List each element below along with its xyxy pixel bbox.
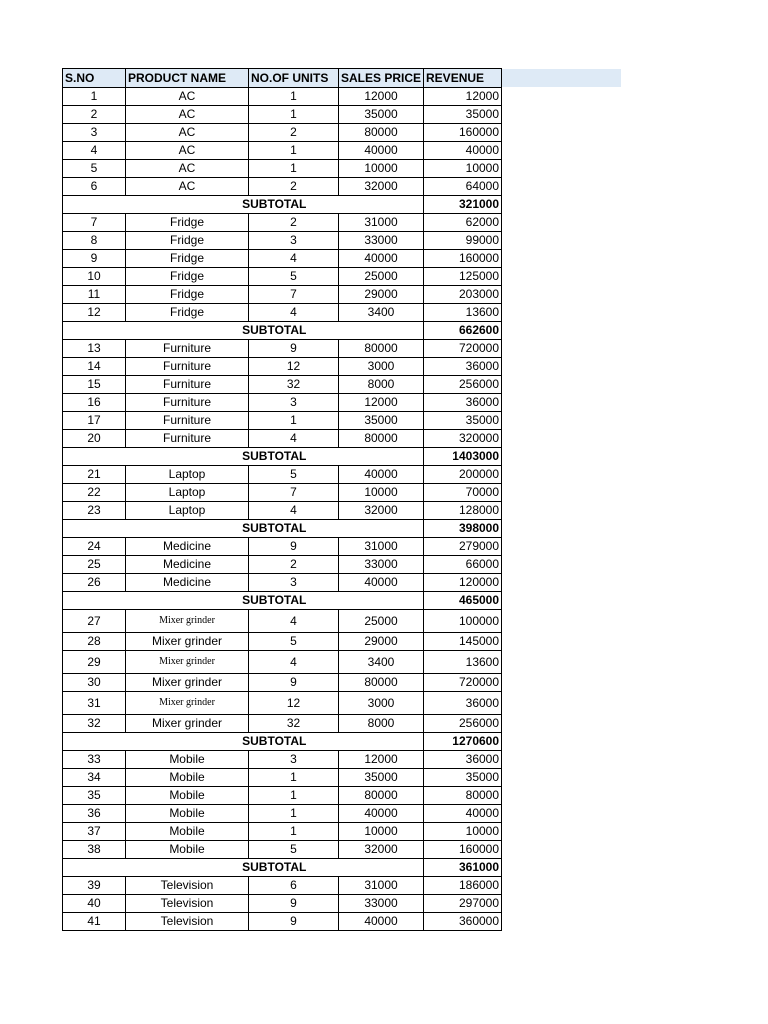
cell-revenue: 320000 bbox=[424, 430, 502, 448]
table-row bbox=[63, 358, 502, 376]
cell-product-name: Fridge bbox=[126, 232, 249, 250]
cell-units: 5 bbox=[249, 633, 339, 651]
cell-units: 9 bbox=[249, 340, 339, 358]
cell-revenue: 120000 bbox=[424, 574, 502, 592]
cell-sales-price: 32000 bbox=[339, 502, 424, 520]
cell-product-name: Fridge bbox=[126, 250, 249, 268]
cell-sno: 40 bbox=[63, 895, 126, 913]
subtotal-row bbox=[63, 448, 502, 466]
subtotal-row bbox=[63, 520, 502, 538]
cell-product-name: Fridge bbox=[126, 286, 249, 304]
table-row bbox=[63, 286, 502, 304]
cell-units: 2 bbox=[249, 556, 339, 574]
cell-sno: 30 bbox=[63, 674, 126, 692]
cell-revenue: 720000 bbox=[424, 674, 502, 692]
cell-units: 6 bbox=[249, 877, 339, 895]
cell-product-name: Laptop bbox=[126, 502, 249, 520]
cell-product-name: AC bbox=[126, 106, 249, 124]
cell-sno: 28 bbox=[63, 633, 126, 651]
cell-sales-price: 35000 bbox=[339, 412, 424, 430]
header-revenue: REVENUE bbox=[424, 69, 502, 88]
cell-units: 3 bbox=[249, 751, 339, 769]
cell-sno: 22 bbox=[63, 484, 126, 502]
cell-sno: 25 bbox=[63, 556, 126, 574]
table-row bbox=[63, 430, 502, 448]
cell-revenue: 145000 bbox=[424, 633, 502, 651]
cell-sno: 36 bbox=[63, 805, 126, 823]
cell-revenue: 36000 bbox=[424, 394, 502, 412]
cell-sno: 15 bbox=[63, 376, 126, 394]
cell-sno: 10 bbox=[63, 268, 126, 286]
cell-product-name: Mobile bbox=[126, 751, 249, 769]
cell-product-name: Furniture bbox=[126, 340, 249, 358]
subtotal-row bbox=[63, 733, 502, 751]
cell-sno: 31 bbox=[63, 692, 126, 715]
table-row bbox=[63, 823, 502, 841]
table-row bbox=[63, 106, 502, 124]
table-row bbox=[63, 88, 502, 106]
cell-product-name: Mixer grinder bbox=[126, 651, 249, 674]
cell-revenue: 64000 bbox=[424, 178, 502, 196]
table-row bbox=[63, 674, 502, 692]
table-row bbox=[63, 538, 502, 556]
cell-units: 4 bbox=[249, 502, 339, 520]
cell-units: 5 bbox=[249, 841, 339, 859]
table-row bbox=[63, 769, 502, 787]
subtotal-revenue: 1270600 bbox=[424, 733, 502, 751]
cell-revenue: 35000 bbox=[424, 106, 502, 124]
cell-sno: 21 bbox=[63, 466, 126, 484]
cell-product-name: Furniture bbox=[126, 358, 249, 376]
table-row bbox=[63, 692, 502, 715]
subtotal-row bbox=[63, 322, 502, 340]
cell-sno: 8 bbox=[63, 232, 126, 250]
cell-product-name: AC bbox=[126, 142, 249, 160]
cell-sno: 33 bbox=[63, 751, 126, 769]
cell-revenue: 360000 bbox=[424, 913, 502, 931]
cell-sno: 3 bbox=[63, 124, 126, 142]
cell-sales-price: 3000 bbox=[339, 358, 424, 376]
cell-revenue: 13600 bbox=[424, 651, 502, 674]
subtotal-row bbox=[63, 859, 502, 877]
cell-revenue: 160000 bbox=[424, 250, 502, 268]
subtotal-spacer bbox=[63, 859, 126, 877]
subtotal-row bbox=[63, 592, 502, 610]
cell-sno: 9 bbox=[63, 250, 126, 268]
cell-revenue: 66000 bbox=[424, 556, 502, 574]
cell-sno: 23 bbox=[63, 502, 126, 520]
cell-revenue: 200000 bbox=[424, 466, 502, 484]
cell-units: 5 bbox=[249, 268, 339, 286]
subtotal-spacer bbox=[63, 733, 126, 751]
table-row bbox=[63, 466, 502, 484]
cell-units: 3 bbox=[249, 574, 339, 592]
cell-sales-price: 33000 bbox=[339, 895, 424, 913]
cell-revenue: 80000 bbox=[424, 787, 502, 805]
subtotal-spacer bbox=[63, 448, 126, 466]
cell-revenue: 203000 bbox=[424, 286, 502, 304]
cell-revenue: 256000 bbox=[424, 376, 502, 394]
cell-product-name: Furniture bbox=[126, 412, 249, 430]
cell-sno: 41 bbox=[63, 913, 126, 931]
table-row bbox=[63, 913, 502, 931]
cell-units: 2 bbox=[249, 124, 339, 142]
cell-revenue: 125000 bbox=[424, 268, 502, 286]
cell-sales-price: 8000 bbox=[339, 376, 424, 394]
cell-revenue: 720000 bbox=[424, 340, 502, 358]
cell-product-name: Mixer grinder bbox=[126, 674, 249, 692]
cell-units: 4 bbox=[249, 430, 339, 448]
cell-sales-price: 80000 bbox=[339, 674, 424, 692]
cell-product-name: Fridge bbox=[126, 268, 249, 286]
cell-sno: 6 bbox=[63, 178, 126, 196]
cell-sno: 12 bbox=[63, 304, 126, 322]
table-row bbox=[63, 805, 502, 823]
cell-sales-price: 40000 bbox=[339, 466, 424, 484]
cell-product-name: Furniture bbox=[126, 430, 249, 448]
cell-sno: 16 bbox=[63, 394, 126, 412]
subtotal-spacer bbox=[63, 322, 126, 340]
cell-revenue: 279000 bbox=[424, 538, 502, 556]
table-row bbox=[63, 250, 502, 268]
table-row bbox=[63, 484, 502, 502]
cell-sales-price: 10000 bbox=[339, 160, 424, 178]
cell-sales-price: 12000 bbox=[339, 88, 424, 106]
cell-revenue: 160000 bbox=[424, 124, 502, 142]
cell-product-name: Laptop bbox=[126, 484, 249, 502]
cell-sales-price: 40000 bbox=[339, 913, 424, 931]
table-row bbox=[63, 376, 502, 394]
cell-sno: 5 bbox=[63, 160, 126, 178]
cell-revenue: 10000 bbox=[424, 823, 502, 841]
cell-units: 2 bbox=[249, 214, 339, 232]
table-row bbox=[63, 610, 502, 633]
subtotal-revenue: 1403000 bbox=[424, 448, 502, 466]
cell-units: 1 bbox=[249, 106, 339, 124]
cell-product-name: Medicine bbox=[126, 538, 249, 556]
cell-units: 5 bbox=[249, 466, 339, 484]
table-row bbox=[63, 841, 502, 859]
cell-units: 9 bbox=[249, 538, 339, 556]
cell-product-name: Fridge bbox=[126, 304, 249, 322]
cell-units: 4 bbox=[249, 610, 339, 633]
cell-sales-price: 80000 bbox=[339, 430, 424, 448]
cell-product-name: Fridge bbox=[126, 214, 249, 232]
table-row bbox=[63, 232, 502, 250]
cell-revenue: 10000 bbox=[424, 160, 502, 178]
subtotal-label: SUBTOTAL bbox=[126, 859, 424, 877]
table-row bbox=[63, 502, 502, 520]
table-row bbox=[63, 574, 502, 592]
cell-revenue: 12000 bbox=[424, 88, 502, 106]
cell-units: 32 bbox=[249, 715, 339, 733]
table-row bbox=[63, 214, 502, 232]
cell-sales-price: 12000 bbox=[339, 751, 424, 769]
cell-sno: 17 bbox=[63, 412, 126, 430]
cell-sno: 2 bbox=[63, 106, 126, 124]
table-body bbox=[63, 88, 502, 931]
cell-units: 9 bbox=[249, 674, 339, 692]
header-row bbox=[63, 69, 502, 88]
cell-revenue: 186000 bbox=[424, 877, 502, 895]
cell-sales-price: 31000 bbox=[339, 877, 424, 895]
table-row bbox=[63, 304, 502, 322]
cell-units: 9 bbox=[249, 895, 339, 913]
cell-revenue: 35000 bbox=[424, 769, 502, 787]
cell-units: 7 bbox=[249, 484, 339, 502]
cell-product-name: Mixer grinder bbox=[126, 715, 249, 733]
cell-units: 1 bbox=[249, 142, 339, 160]
cell-sno: 27 bbox=[63, 610, 126, 633]
cell-product-name: AC bbox=[126, 160, 249, 178]
cell-product-name: Mobile bbox=[126, 769, 249, 787]
cell-sno: 29 bbox=[63, 651, 126, 674]
cell-sales-price: 40000 bbox=[339, 250, 424, 268]
cell-units: 3 bbox=[249, 232, 339, 250]
subtotal-label: SUBTOTAL bbox=[126, 592, 424, 610]
cell-sales-price: 80000 bbox=[339, 340, 424, 358]
cell-units: 12 bbox=[249, 692, 339, 715]
table-row bbox=[63, 556, 502, 574]
cell-sales-price: 25000 bbox=[339, 610, 424, 633]
cell-sales-price: 31000 bbox=[339, 214, 424, 232]
cell-product-name: Furniture bbox=[126, 394, 249, 412]
cell-sales-price: 40000 bbox=[339, 805, 424, 823]
cell-product-name: AC bbox=[126, 124, 249, 142]
table-row bbox=[63, 394, 502, 412]
cell-units: 4 bbox=[249, 304, 339, 322]
cell-sales-price: 80000 bbox=[339, 124, 424, 142]
cell-sno: 20 bbox=[63, 430, 126, 448]
cell-revenue: 297000 bbox=[424, 895, 502, 913]
cell-revenue: 128000 bbox=[424, 502, 502, 520]
cell-revenue: 36000 bbox=[424, 751, 502, 769]
cell-sno: 1 bbox=[63, 88, 126, 106]
cell-units: 32 bbox=[249, 376, 339, 394]
cell-sales-price: 3000 bbox=[339, 692, 424, 715]
header-highlight-band bbox=[500, 69, 621, 87]
cell-sno: 38 bbox=[63, 841, 126, 859]
subtotal-label: SUBTOTAL bbox=[126, 196, 424, 214]
cell-sno: 32 bbox=[63, 715, 126, 733]
cell-product-name: Medicine bbox=[126, 574, 249, 592]
subtotal-spacer bbox=[63, 520, 126, 538]
table-row bbox=[63, 340, 502, 358]
subtotal-label: SUBTOTAL bbox=[126, 520, 424, 538]
cell-sales-price: 10000 bbox=[339, 484, 424, 502]
table-row bbox=[63, 178, 502, 196]
cell-product-name: Medicine bbox=[126, 556, 249, 574]
header-sales-price: SALES PRICE bbox=[339, 69, 424, 88]
subtotal-label: SUBTOTAL bbox=[126, 322, 424, 340]
cell-product-name: Furniture bbox=[126, 376, 249, 394]
cell-sales-price: 29000 bbox=[339, 286, 424, 304]
cell-sno: 13 bbox=[63, 340, 126, 358]
cell-sales-price: 32000 bbox=[339, 841, 424, 859]
subtotal-row bbox=[63, 196, 502, 214]
cell-sno: 14 bbox=[63, 358, 126, 376]
cell-revenue: 35000 bbox=[424, 412, 502, 430]
cell-sales-price: 8000 bbox=[339, 715, 424, 733]
cell-product-name: Mobile bbox=[126, 841, 249, 859]
cell-product-name: Mobile bbox=[126, 823, 249, 841]
cell-units: 1 bbox=[249, 823, 339, 841]
cell-sales-price: 25000 bbox=[339, 268, 424, 286]
cell-sales-price: 35000 bbox=[339, 106, 424, 124]
cell-units: 4 bbox=[249, 651, 339, 674]
cell-units: 2 bbox=[249, 178, 339, 196]
header-units: NO.OF UNITS bbox=[249, 69, 339, 88]
subtotal-revenue: 662600 bbox=[424, 322, 502, 340]
cell-product-name: Television bbox=[126, 877, 249, 895]
header-product-name: PRODUCT NAME bbox=[126, 69, 249, 88]
header-sno: S.NO bbox=[63, 69, 126, 88]
cell-sales-price: 80000 bbox=[339, 787, 424, 805]
table-row bbox=[63, 633, 502, 651]
cell-units: 1 bbox=[249, 769, 339, 787]
cell-product-name: Mobile bbox=[126, 787, 249, 805]
cell-product-name: Mixer grinder bbox=[126, 692, 249, 715]
cell-revenue: 70000 bbox=[424, 484, 502, 502]
cell-product-name: AC bbox=[126, 88, 249, 106]
subtotal-revenue: 465000 bbox=[424, 592, 502, 610]
cell-units: 9 bbox=[249, 913, 339, 931]
cell-units: 1 bbox=[249, 805, 339, 823]
subtotal-label: SUBTOTAL bbox=[126, 448, 424, 466]
cell-sales-price: 3400 bbox=[339, 651, 424, 674]
cell-sno: 24 bbox=[63, 538, 126, 556]
cell-revenue: 99000 bbox=[424, 232, 502, 250]
cell-units: 1 bbox=[249, 88, 339, 106]
cell-units: 12 bbox=[249, 358, 339, 376]
cell-sno: 34 bbox=[63, 769, 126, 787]
table-row bbox=[63, 412, 502, 430]
sales-table bbox=[62, 68, 502, 931]
cell-revenue: 40000 bbox=[424, 142, 502, 160]
cell-product-name: Television bbox=[126, 895, 249, 913]
cell-revenue: 256000 bbox=[424, 715, 502, 733]
cell-sales-price: 40000 bbox=[339, 142, 424, 160]
cell-sno: 39 bbox=[63, 877, 126, 895]
cell-sales-price: 40000 bbox=[339, 574, 424, 592]
cell-sno: 11 bbox=[63, 286, 126, 304]
cell-units: 1 bbox=[249, 160, 339, 178]
cell-units: 3 bbox=[249, 394, 339, 412]
subtotal-revenue: 321000 bbox=[424, 196, 502, 214]
cell-revenue: 40000 bbox=[424, 805, 502, 823]
cell-revenue: 36000 bbox=[424, 692, 502, 715]
cell-revenue: 100000 bbox=[424, 610, 502, 633]
cell-units: 4 bbox=[249, 250, 339, 268]
subtotal-label: SUBTOTAL bbox=[126, 733, 424, 751]
cell-product-name: Mixer grinder bbox=[126, 633, 249, 651]
cell-sno: 35 bbox=[63, 787, 126, 805]
cell-sales-price: 29000 bbox=[339, 633, 424, 651]
cell-revenue: 160000 bbox=[424, 841, 502, 859]
table-row bbox=[63, 160, 502, 178]
cell-sno: 26 bbox=[63, 574, 126, 592]
table-row bbox=[63, 651, 502, 674]
cell-sales-price: 10000 bbox=[339, 823, 424, 841]
subtotal-spacer bbox=[63, 196, 126, 214]
cell-units: 1 bbox=[249, 412, 339, 430]
cell-sno: 7 bbox=[63, 214, 126, 232]
table-row bbox=[63, 895, 502, 913]
cell-product-name: AC bbox=[126, 178, 249, 196]
cell-product-name: Laptop bbox=[126, 466, 249, 484]
table-row bbox=[63, 124, 502, 142]
subtotal-revenue: 361000 bbox=[424, 859, 502, 877]
cell-sales-price: 32000 bbox=[339, 178, 424, 196]
table-row bbox=[63, 877, 502, 895]
cell-sales-price: 33000 bbox=[339, 232, 424, 250]
cell-product-name: Television bbox=[126, 913, 249, 931]
cell-revenue: 62000 bbox=[424, 214, 502, 232]
subtotal-spacer bbox=[63, 592, 126, 610]
cell-sales-price: 35000 bbox=[339, 769, 424, 787]
cell-product-name: Mixer grinder bbox=[126, 610, 249, 633]
cell-sales-price: 33000 bbox=[339, 556, 424, 574]
cell-revenue: 13600 bbox=[424, 304, 502, 322]
cell-units: 1 bbox=[249, 787, 339, 805]
cell-sales-price: 12000 bbox=[339, 394, 424, 412]
table-row bbox=[63, 715, 502, 733]
cell-sales-price: 3400 bbox=[339, 304, 424, 322]
cell-sno: 37 bbox=[63, 823, 126, 841]
table-row bbox=[63, 787, 502, 805]
cell-revenue: 36000 bbox=[424, 358, 502, 376]
cell-sales-price: 31000 bbox=[339, 538, 424, 556]
table-row bbox=[63, 268, 502, 286]
subtotal-revenue: 398000 bbox=[424, 520, 502, 538]
table-row bbox=[63, 142, 502, 160]
cell-sno: 4 bbox=[63, 142, 126, 160]
cell-units: 7 bbox=[249, 286, 339, 304]
cell-product-name: Mobile bbox=[126, 805, 249, 823]
table-row bbox=[63, 751, 502, 769]
